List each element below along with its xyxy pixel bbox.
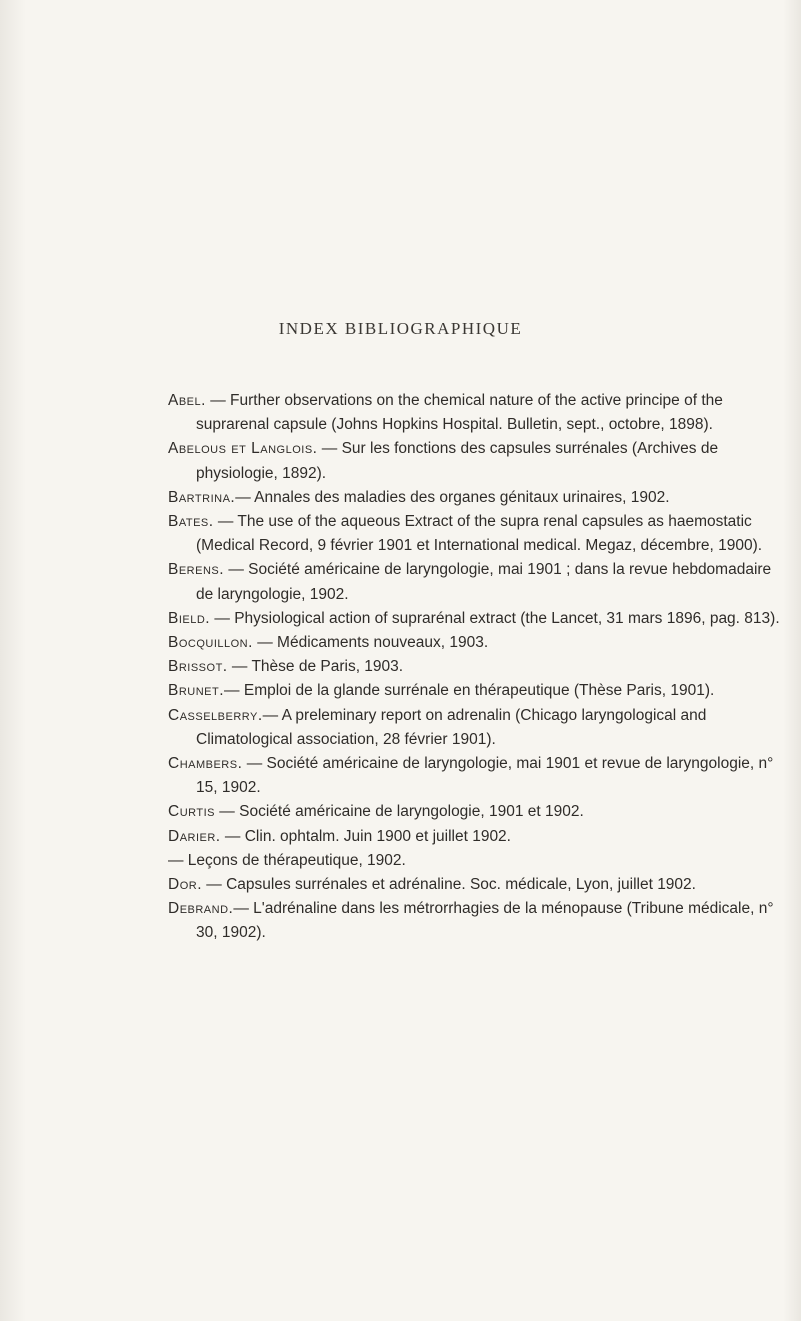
entry-author: Bates. <box>168 513 214 531</box>
entry-author: Brissot. <box>168 658 228 676</box>
bibliography-entry <box>168 873 780 897</box>
bibliography-entry <box>168 655 780 679</box>
bibliography-list <box>168 389 780 946</box>
bibliography-entry <box>168 558 780 606</box>
entry-text: — Société américaine de laryngologie, mai 1901 et revue de laryngologie, n° 15, 1902. <box>196 755 774 797</box>
entry-author: Casselberry. <box>168 706 263 724</box>
entry-text: — Capsules surrénales et adrénaline. Soc. médicale, Lyon, juillet 1902. <box>202 876 696 894</box>
entry-text: — Société américaine de laryngologie, mai 1901 ; dans la revue hebdomadaire de laryngologie, 1902. <box>196 561 772 603</box>
entry-text: — Thèse de Paris, 1903. <box>227 658 404 676</box>
bibliography-entry <box>168 897 780 945</box>
entry-author: Bield. <box>168 609 211 627</box>
entry-author: Abelous et Langlois. <box>168 440 318 458</box>
entry-author: Debrand. <box>168 900 234 918</box>
entry-author: Bartrina. <box>168 488 236 506</box>
entry-text: — Physiological action of suprarénal extract (the Lancet, 31 mars 1896, pag. 813). <box>210 609 780 627</box>
bibliography-entry <box>168 389 780 437</box>
bibliography-entry <box>168 800 780 824</box>
entry-author: Darier. <box>168 827 221 845</box>
entry-text: — Emploi de la glande surrénale en thérapeutique (Thèse Paris, 1901). <box>224 682 715 700</box>
entry-text: — Société américaine de laryngologie, 1901 et 1902. <box>215 803 584 821</box>
entry-text: — Clin. ophtalm. Juin 1900 et juillet 1902. <box>220 827 511 845</box>
bibliography-entry <box>168 752 780 800</box>
entry-text: — Further observations on the chemical nature of the active principe of the suprarenal capsule (Johns Hopkins Hospital. Bulletin, sept., octobre, 1898). <box>196 392 723 434</box>
bibliography-entry <box>168 510 780 558</box>
entry-text: — A preleminary report on adrenalin (Chicago laryngological and Climatological association, 28 février 1901). <box>196 706 707 748</box>
bibliography-entry <box>168 631 780 655</box>
page-title: INDEX BIBLIOGRAPHIQUE <box>278 319 523 338</box>
entry-text: — Sur les fonctions des capsules surrénales (Archives de physiologie, 1892). <box>196 440 719 482</box>
bibliography-entry <box>168 437 780 485</box>
bibliography-entry <box>168 704 780 752</box>
entry-author: Berens. <box>168 561 225 579</box>
bibliography-entry <box>168 679 780 703</box>
bibliography-entry <box>168 486 780 510</box>
entry-author: Chambers. <box>168 755 243 773</box>
entry-text: — Médicaments nouveaux, 1903. <box>252 634 489 652</box>
bibliography-entry <box>168 825 780 849</box>
entry-text: — L'adrénaline dans les métrorrhagies de la ménopause (Tribune médicale, n° 30, 1902). <box>196 900 774 942</box>
bibliography-entry <box>168 607 780 631</box>
entry-author: Brunet. <box>168 682 225 700</box>
entry-text: — Leçons de thérapeutique, 1902. <box>168 851 406 869</box>
entry-author: Curtis <box>168 803 215 821</box>
entry-author: Bocquillon. <box>168 634 253 652</box>
bibliography-entry <box>168 849 780 873</box>
entry-text: — The use of the aqueous Extract of the supra renal capsules as haemostatic (Medical Record, 9 février 1901 et International medical. Megaz, décembre, 1900). <box>196 513 763 555</box>
entry-author: Abel. <box>168 392 206 409</box>
entry-author: Dor. <box>168 876 202 894</box>
entry-text: — Annales des maladies des organes génitaux urinaires, 1902. <box>235 488 670 506</box>
